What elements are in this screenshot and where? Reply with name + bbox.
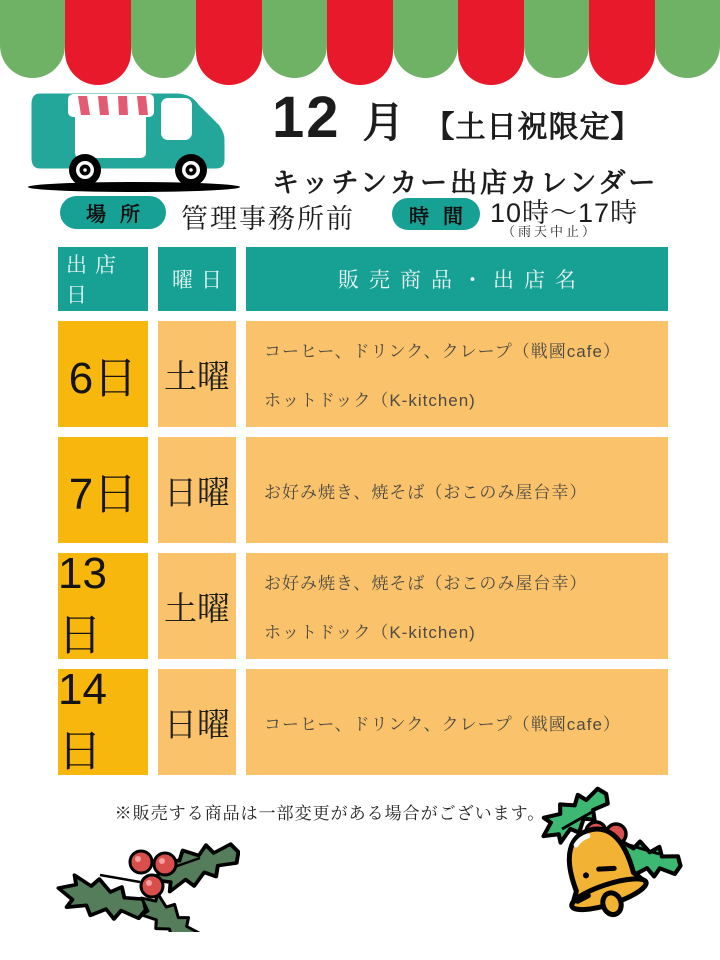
awning-scallop xyxy=(196,0,261,85)
awning-scallop xyxy=(589,0,654,85)
time-value: 10時～17時 xyxy=(490,198,639,228)
column-header-products: 販売商品・出店名 xyxy=(246,247,668,311)
awning-scallop xyxy=(65,0,130,85)
products-cell xyxy=(246,321,668,427)
day-cell: 土曜 xyxy=(158,553,236,659)
awning-scallop xyxy=(393,0,458,78)
column-header-date: 出店日 xyxy=(58,247,148,311)
column-header-day: 曜日 xyxy=(158,247,236,311)
schedule-table xyxy=(58,247,668,775)
page-title: キッチンカー出店カレンダー xyxy=(272,168,659,198)
date-cell: 6日 xyxy=(58,321,148,427)
limited-label: 【土日祝限定】 xyxy=(424,111,642,144)
awning xyxy=(0,0,720,85)
day-cell: 日曜 xyxy=(158,437,236,543)
time-note: （雨天中止） xyxy=(502,224,599,239)
title-line1 xyxy=(272,84,702,151)
product-line: お好み焼き、焼そば（おこのみ屋台幸） xyxy=(264,482,588,502)
place-value: 管理事務所前 xyxy=(181,204,355,234)
disclaimer-note: ※販売する商品は一部変更がある場合がございます。 xyxy=(114,804,546,823)
product-line: コーヒー、ドリンク、クレープ（戦國cafe） xyxy=(264,342,621,361)
awning-scallop xyxy=(0,0,65,78)
product-line: ホットドック（K-kitchen) xyxy=(264,391,476,410)
month-number: 12 xyxy=(272,85,341,150)
truck-wheel-icon xyxy=(69,154,101,186)
awning-scallop xyxy=(262,0,327,78)
day-cell: 日曜 xyxy=(158,669,236,775)
holly-icon xyxy=(55,820,240,932)
products-cell xyxy=(246,553,668,659)
awning-scallop xyxy=(458,0,523,85)
product-line: コーヒー、ドリンク、クレープ（戦國cafe） xyxy=(264,714,621,734)
date-cell: 14日 xyxy=(58,669,148,775)
products-cell xyxy=(246,669,668,775)
products-cell xyxy=(246,437,668,543)
awning-scallop xyxy=(524,0,589,78)
truck-awning-icon xyxy=(68,94,154,117)
day-cell: 土曜 xyxy=(158,321,236,427)
food-truck-icon xyxy=(26,80,256,195)
month-unit: 月 xyxy=(362,99,405,146)
bell-icon xyxy=(514,774,704,934)
product-line: お好み焼き、焼そば（おこのみ屋台幸） xyxy=(264,574,588,593)
product-line: ホットドック（K-kitchen) xyxy=(264,623,476,642)
title-block xyxy=(272,84,702,200)
awning-scallop xyxy=(131,0,196,78)
awning-scallop xyxy=(655,0,720,78)
date-cell: 7日 xyxy=(58,437,148,543)
awning-scallop xyxy=(327,0,392,85)
place-badge: 場所 xyxy=(60,196,166,229)
date-cell: 13日 xyxy=(58,553,148,659)
truck-wheel-icon xyxy=(175,154,207,186)
time-badge: 時間 xyxy=(392,198,480,230)
